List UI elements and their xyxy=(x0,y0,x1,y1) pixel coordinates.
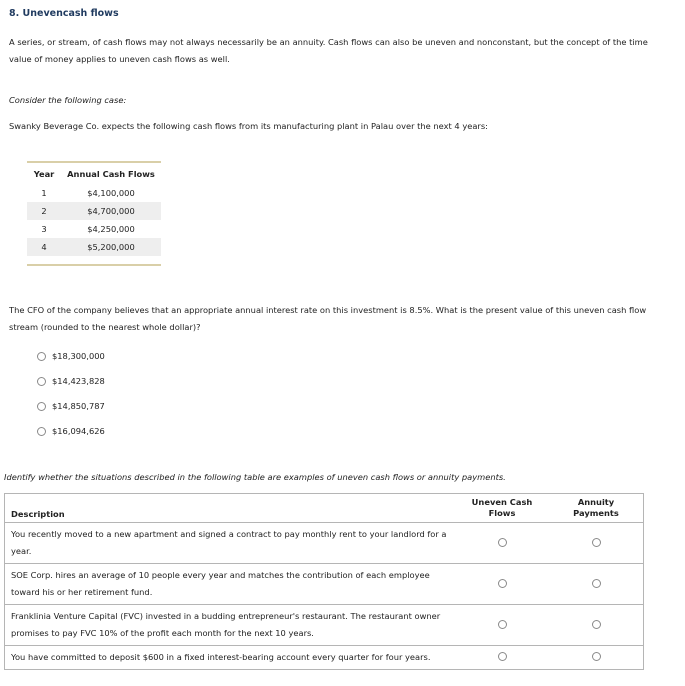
radio-icon[interactable] xyxy=(498,620,507,629)
radio-icon[interactable] xyxy=(498,652,507,661)
uneven-header-line1: Uneven Cash xyxy=(471,497,533,507)
identify-instruction: Identify whether the situations described in the following table are examples of uneven cash flows or annuity payments. xyxy=(4,472,506,482)
radio-icon[interactable] xyxy=(592,652,601,661)
table-row xyxy=(5,564,644,605)
year-cell: 4 xyxy=(27,238,61,256)
radio-icon[interactable] xyxy=(498,579,507,588)
table-row xyxy=(5,605,644,646)
annuity-choice[interactable] xyxy=(549,605,644,646)
year-cell: 1 xyxy=(41,188,47,198)
table-row xyxy=(27,184,161,202)
answer-option-2[interactable] xyxy=(37,376,105,386)
cash-flow-cell: $5,200,000 xyxy=(61,238,161,256)
annuity-choice[interactable] xyxy=(549,523,644,564)
annuity-header xyxy=(549,494,644,523)
radio-icon[interactable] xyxy=(592,538,601,547)
answer-option-4[interactable] xyxy=(37,426,105,436)
annuity-header-line1: Annuity xyxy=(577,497,615,507)
pv-question: The CFO of the company believes that an appropriate annual interest rate on this investment is 8.5%. What is the present value of this uneven cash flow stream (rounded to the nearest whole dollar)? xyxy=(9,305,647,332)
table-row xyxy=(5,646,644,670)
year-cell: 2 xyxy=(27,202,61,220)
radio-icon[interactable] xyxy=(592,620,601,629)
cash-flow-header: Annual Cash Flows xyxy=(61,162,161,184)
option-label: $14,850,787 xyxy=(52,401,105,411)
situation-description: Franklinia Venture Capital (FVC) invested in a budding entrepreneur's restaurant. The restaurant owner promises to pay FVC 10% of the profit each month for the next 10 years. xyxy=(5,605,456,646)
option-label: $16,094,626 xyxy=(52,426,105,436)
cash-flow-cell: $4,700,000 xyxy=(61,202,161,220)
consider-label: Consider the following case: xyxy=(9,95,127,105)
cash-flow-cell: $4,100,000 xyxy=(87,188,135,198)
table-row xyxy=(27,202,161,220)
option-label: $18,300,000 xyxy=(52,351,105,361)
radio-icon[interactable] xyxy=(37,402,46,411)
radio-icon[interactable] xyxy=(37,352,46,361)
situations-table xyxy=(4,493,644,670)
uneven-choice[interactable] xyxy=(455,646,549,670)
situation-description: You have committed to deposit $600 in a fixed interest-bearing account every quarter for four years. xyxy=(5,646,456,670)
uneven-choice[interactable] xyxy=(455,564,549,605)
question-title: 8. Unevencash flows xyxy=(9,8,119,19)
table-row xyxy=(5,523,644,564)
answer-option-3[interactable] xyxy=(37,401,105,411)
description-header: Description xyxy=(5,494,456,523)
radio-icon[interactable] xyxy=(37,427,46,436)
table-row xyxy=(27,220,161,238)
annuity-choice[interactable] xyxy=(549,564,644,605)
answer-option-1[interactable] xyxy=(37,351,105,361)
uneven-choice[interactable] xyxy=(455,605,549,646)
year-cell: 3 xyxy=(41,224,47,234)
annuity-header-line2: Payments xyxy=(573,508,619,518)
radio-icon[interactable] xyxy=(498,538,507,547)
uneven-header-line2: Flows xyxy=(488,508,516,518)
uneven-header xyxy=(455,494,549,523)
situation-description: SOE Corp. hires an average of 10 people every year and matches the contribution of each employee toward his or her retirement fund. xyxy=(5,564,456,605)
annuity-choice[interactable] xyxy=(549,646,644,670)
option-label: $14,423,828 xyxy=(52,376,105,386)
cash-flow-table xyxy=(27,161,161,266)
table-footer-rule xyxy=(27,256,161,265)
intro-paragraph: A series, or stream, of cash flows may not always necessarily be an annuity. Cash flows can also be uneven and nonconstant, but the concept of the time value of money applies to uneven cash flows as well. xyxy=(9,37,648,64)
uneven-choice[interactable] xyxy=(455,523,549,564)
year-header: Year xyxy=(27,162,61,184)
table-row xyxy=(27,238,161,256)
situation-description: You recently moved to a new apartment and signed a contract to pay monthly rent to your landlord for a year. xyxy=(5,523,456,564)
radio-icon[interactable] xyxy=(37,377,46,386)
radio-icon[interactable] xyxy=(592,579,601,588)
case-text: Swanky Beverage Co. expects the following cash flows from its manufacturing plant in Palau over the next 4 years: xyxy=(9,121,488,131)
cash-flow-cell: $4,250,000 xyxy=(87,224,135,234)
